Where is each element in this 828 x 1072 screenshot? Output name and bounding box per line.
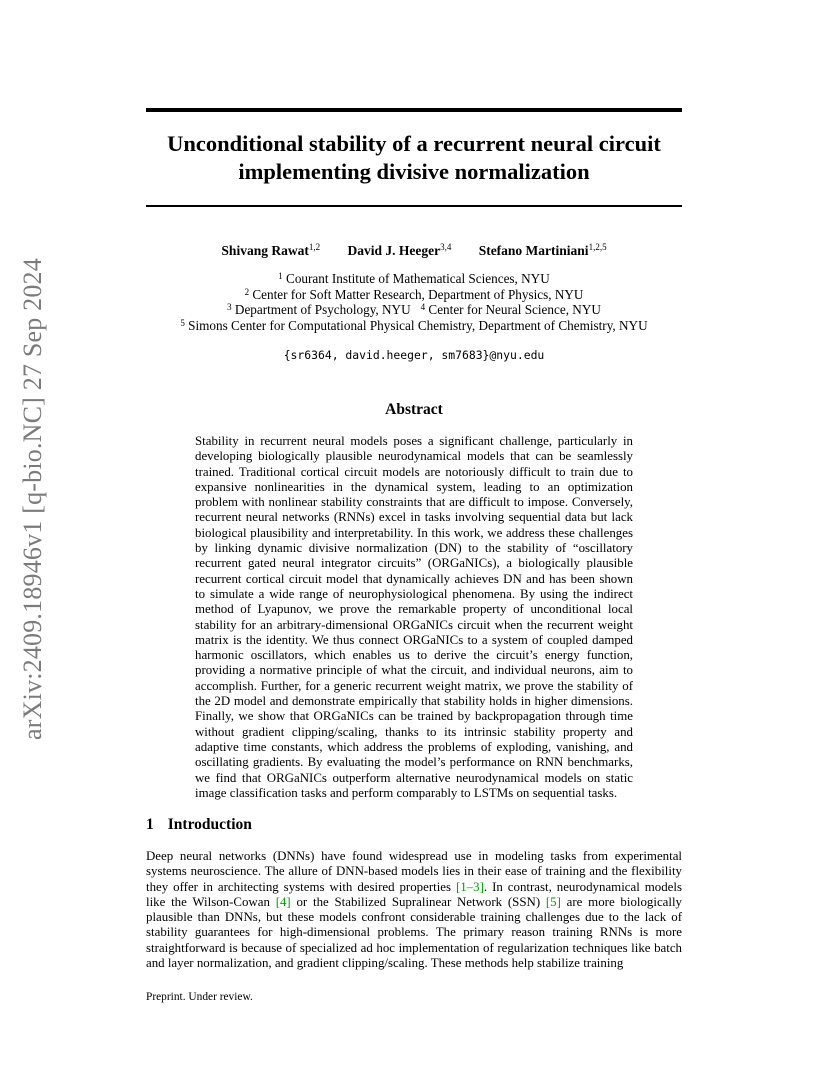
citation-link-5[interactable]: [5] (545, 894, 561, 909)
author-name: David J. Heeger (347, 243, 441, 258)
citation-link-4[interactable]: [4] (275, 894, 291, 909)
affil-text: Department of Psychology, NYU (234, 302, 411, 318)
title-top-rule (146, 108, 682, 112)
affiliations (146, 271, 682, 333)
author-rawat (221, 242, 320, 260)
affil-sup: 3 (227, 302, 232, 313)
affiliation-2 (146, 287, 682, 303)
affiliation-1 (146, 271, 682, 287)
abstract-heading: Abstract (385, 401, 443, 418)
affil-text: Simons Center for Computational Physical Chemistry, Department of Chemistry, NYU (188, 317, 648, 333)
introduction-paragraph (146, 849, 682, 971)
author-name: Shivang Rawat (221, 243, 309, 258)
intro-text-1: Deep neural networks (DNNs) have found widespread use in modeling tasks from experimental systems neuroscience. The allure of DNN-based models lies in their ease of training and the flexibility they offer in architecting systems with desired properties (146, 849, 682, 894)
affiliation-5 (146, 318, 682, 334)
affil-sup: 2 (244, 286, 250, 297)
title-bottom-rule (146, 205, 682, 207)
author-martiniani (479, 242, 607, 260)
affil-sup: 1 (278, 271, 283, 281)
section-number: 1 (146, 816, 154, 833)
author-emails: {sr6364, david.heeger, sm7683}@nyu.edu (283, 348, 545, 362)
paper-title (146, 130, 682, 186)
intro-text-2: . In contrast, neurodynamical models like the Wilson-Cowan (146, 879, 682, 909)
author-affil-sup: 1,2 (308, 242, 321, 252)
section-title: Introduction (167, 816, 252, 833)
author-affil-sup: 3,4 (440, 242, 452, 252)
intro-text-3: or the Stabilized Supralinear Network (SSN) (290, 894, 546, 909)
section-heading-introduction (146, 816, 252, 834)
citation-link-1-3[interactable]: [1–3] (456, 879, 484, 894)
affiliation-3-4 (146, 302, 682, 318)
author-affil-sup: 1,2,5 (588, 242, 607, 252)
affil-text: Center for Neural Science, NYU (428, 302, 601, 318)
affil-text: Center for Soft Matter Research, Department of Physics, NYU (252, 286, 584, 302)
author-heeger (347, 242, 451, 260)
author-list (146, 242, 682, 260)
preprint-footer: Preprint. Under review. (146, 991, 253, 1003)
title-line-2: implementing divisive normalization (238, 159, 590, 184)
arxiv-stamp-text: arXiv:2409.18946v1 [q-bio.NC] 27 Sep 2024 (18, 258, 47, 740)
title-line-1: Unconditional stability of a recurrent neural circuit (167, 131, 661, 156)
intro-text-4: are more biologically plausible than DNNs, but these models confront considerable training challenges due to the lack of stability guarantees for high-dimensional problems. The primary reason training RNNs is more straightforward is because of specialized ad hoc implementation of regularization techniques like batch and layer normalization, and gradient clipping/scaling. These methods help stabilize training (146, 894, 683, 971)
affil-text: Courant Institute of Mathematical Sciences, NYU (286, 271, 550, 286)
affil-sup: 4 (420, 302, 426, 313)
affil-sup: 5 (180, 317, 185, 328)
author-name: Stefano Martiniani (478, 243, 589, 258)
abstract-text: Stability in recurrent neural models poses a significant challenge, particularly in developing biologically plausible neurodynamical models that can be seamlessly trained. Traditional cortical circuit models are notoriously difficult to train due to expansive nonlinearities in the dynamical system, leading to an optimization problem with nonlinear stability constraints that are difficult to impose. Conversely, recurrent neural networks (RNNs) excel in tasks involving sequential data but lack biological plausibility and interpretability. In this work, we address these challenges by linking dynamic divisive normalization (DN) to the stability of “oscillatory recurrent gated neural integrator circuits” (ORGaNICs), a biologically plausible recurrent cortical circuit model that dynamically achieves DN and has been shown to simulate a wide range of neurophysiological phenomena. By using the indirect method of Lyapunov, we prove the remarkable property of unconditional local stability for an arbitrary-dimensional ORGaNICs circuit when the recurrent weight matrix is the identity. We thus connect ORGaNICs to a system of coupled damped harmonic oscillators, which enables us to derive the circuit’s energy function, providing a normative principle of what the circuit, and individual neurons, aim to accomplish. Further, for a generic recurrent weight matrix, we prove the stability of the 2D model and demonstrate empirically that stability holds in higher dimensions. Finally, we show that ORGaNICs can be trained by backpropagation through time without gradient clipping/scaling, thanks to its intrinsic stability property and adaptive time constants, which address the problems of exploding, vanishing, and oscillating gradients. By evaluating the model’s performance on RNN benchmarks, we find that ORGaNICs outperform alternative neurodynamical models on static image classification tasks and perform comparably to LSTMs on sequential tasks. (195, 434, 633, 800)
